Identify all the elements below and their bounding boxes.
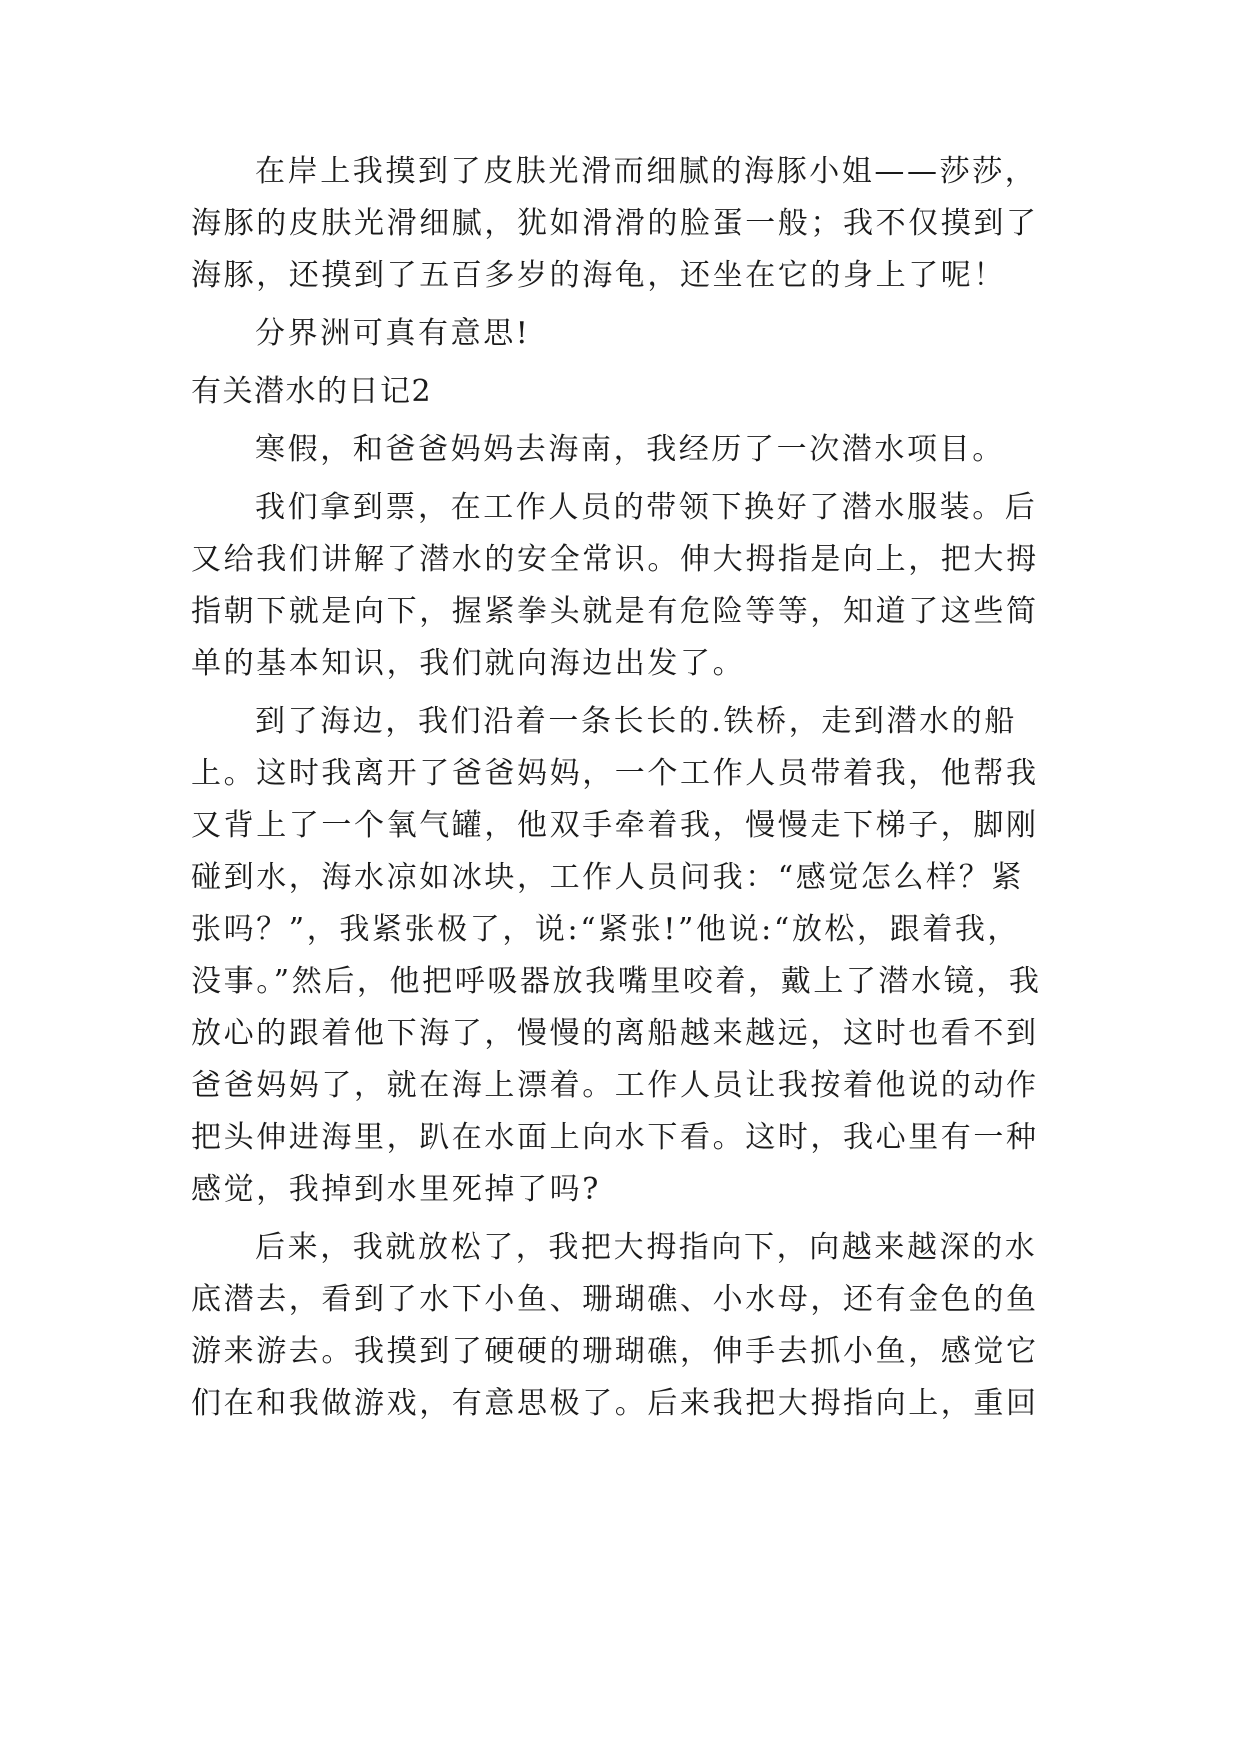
document-body	[191, 146, 1051, 1436]
paragraph-seaside: 到了海边，我们沿着一条长长的.铁桥，走到潜水的船上。这时我离开了爸爸妈妈，一个工作人员带着我，他帮我又背上了一个氧气罐，他双手牵着我，慢慢走下梯子，脚刚碰到水，海水凉如冰块，工作人员问我：“感觉怎么样？紧张吗？”，我紧张极了，说:“紧张!”他说:“放松，跟着我，没事。”然后，他把呼吸器放我嘴里咬着，戴上了潜水镜，我放心的跟着他下海了，慢慢的离船越来越远，这时也看不到爸爸妈妈了，就在海上漂着。工作人员让我按着他说的动作把头伸进海里，趴在水面上向水下看。这时，我心里有一种感觉，我掉到水里死掉了吗?	[191, 704, 1042, 1207]
paragraph-dolphin: 在岸上我摸到了皮肤光滑而细腻的海豚小姐——莎莎，海豚的皮肤光滑细腻，犹如滑滑的脸蛋一般；我不仅摸到了海豚，还摸到了五百多岁的海龟，还坐在它的身上了呢！	[191, 154, 1039, 293]
paragraph-winter-break: 寒假，和爸爸妈妈去海南，我经历了一次潜水项目。	[255, 432, 1005, 467]
paragraph-tickets: 我们拿到票，在工作人员的带领下换好了潜水服装。后又给我们讲解了潜水的安全常识。伸大拇指是向上，把大拇指朝下就是向下，握紧拳头就是有危险等等，知道了这些简单的基本知识，我们就向海边出发了。	[191, 490, 1039, 681]
section-title: 有关潜水的日记2	[191, 374, 433, 409]
paragraph-fenjiezhou: 分界洲可真有意思!	[255, 316, 531, 351]
paragraph-dive-down: 后来，我就放松了，我把大拇指向下，向越来越深的水底潜去，看到了水下小鱼、珊瑚礁、小水母，还有金色的鱼游来游去。我摸到了硬硬的珊瑚礁，伸手去抓小鱼，感觉它们在和我做游戏，有意思极了。后来我把大拇指向上，重回	[191, 1230, 1039, 1421]
